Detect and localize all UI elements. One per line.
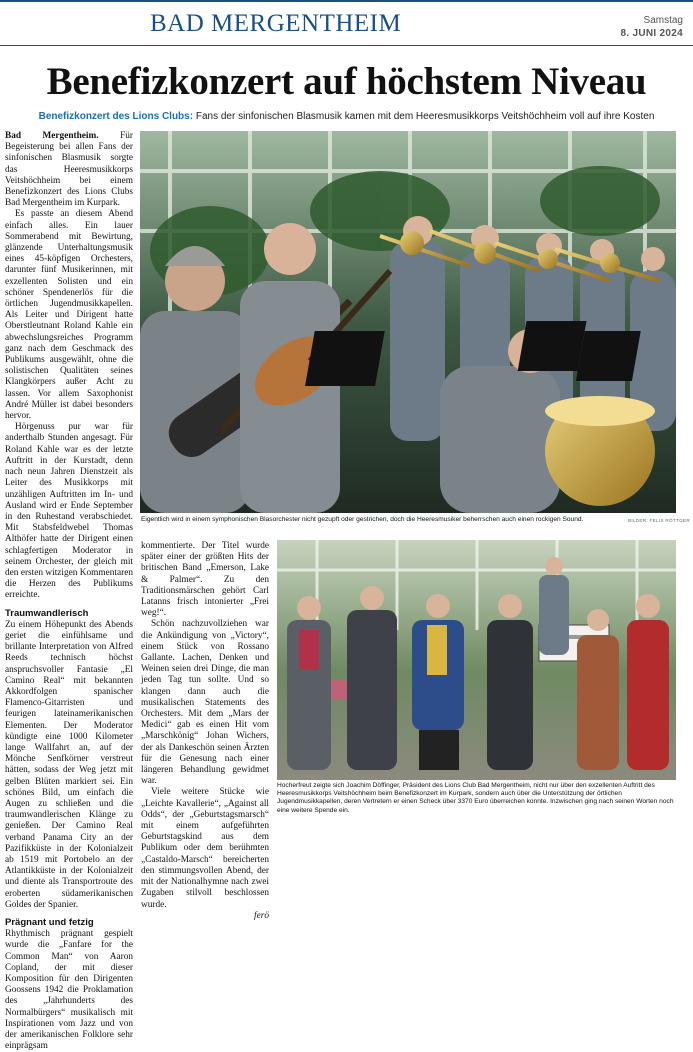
subhead-text: Fans der sinfonischen Blasmusik kamen mit dem Heeresmusikkorps Veitshöchheim voll auf ihre Kosten (195, 111, 655, 122)
issue-day: Samstag (643, 15, 683, 26)
paragraph-1: Bad Mergentheim. Für Begeisterung bei allen Fans der sinfonischen Blasmusik sorgte das Heeresmusikkorps Veitshöchheim bei einem Benefizkonzert des Lions Clubs Bad Mergentheim im Kurpark. (5, 131, 133, 209)
article-column-left (5, 131, 133, 1052)
subheading-traumwandlerisch: Traumwandlerisch (5, 607, 89, 619)
issue-date (620, 14, 683, 40)
concert-photo (140, 131, 676, 513)
article-subhead (0, 111, 693, 122)
article-headline: Benefizkonzert auf höchstem Niveau (46, 60, 647, 103)
issue-date-value: 8. JUNI 2024 (620, 28, 683, 39)
dateline: Bad Mergentheim. (5, 131, 99, 141)
paragraph-3: Hörgenuss pur war für anderthalb Stunden angesagt. Für Roland Kahle war es der letzte Auftritt in der Kurstadt, denn nach neun Jahren Dienstzeit als Leiter des Musikkorps mit unzähligen Auftritten im In- und Ausland wird er Ende September in den Ruhestand verabschiedet. Mit Stabsfeldwebel Thomas Althöfer hatte der Dirigent einen schlagfertigen Moderator in seinem Orchester, der gleich mit den ersten witzigen Kommentaren die Herzen des Publikums erreichte. (5, 422, 133, 601)
photo-credit: BILDER: FELIX RÖTTGER (628, 518, 690, 523)
concert-photo-caption: Eigentlich wird in einem symphonischen Blasorchester nicht gezupft oder gestrichen, doch die Heeresmusiker beherrschen auch einen rockigen Sound. (141, 516, 584, 523)
masthead (0, 0, 693, 46)
author-signature: ferö (254, 910, 269, 921)
cheque-handover-photo (277, 540, 676, 780)
cheque-photo-caption: Hocherfreut zeigte sich Joachim Döffinger, Präsident des Lions Club Bad Mergentheim, nicht nur über den exzellenten Auftritt des Heeresmusikkorps Veitshöchheim beim Benefizkonzert im Kurpark, sondern auch über die Unterstützung der örtlichen Jugendmusikkapellen, deren Vertretern er einen Scheck über 3370 Euro überreichen konnte. Inzwischen ging nach seinen Worten noch eine weitere Spende ein. (277, 782, 674, 814)
subhead-kicker: Benefizkonzert des Lions Clubs: (38, 111, 194, 122)
paragraph-2: Es passte an diesem Abend einfach alles. Ein lauer Sommerabend mit Bewirtung, glänzende Unterhaltungsmusik eines 45-köpfigen Orchesters, darunter fünf Musikerinnen, mit exzellenten Solisten und ein schöner Spendenerlös für die örtlichen Jugendmusikkapellen. Als Leiter und Dirigent hatte Oberstleutnant Roland Kahle ein abwechslungsreiches Programm ganz nach dem Geschmack des Publikums ausgewählt, ohne die solistischen Qualitäten seines Klangkörpers außer Acht zu lassen. Vor allem Saxophonist André Müller ist dabei besonders hervor. (5, 209, 133, 422)
subheading-praegnant: Prägnant und fetzig (5, 917, 94, 929)
paragraph-5: Rhythmisch prägnant gespielt wurde die „Fanfare for the Common Man“ von Aaron Copland, der mit dieser Komposition für den Dirigenten Goossens 1942 die Proklamation des „Jahrhunderts des Normalbürgers“ musikalisch mit Inspirationen vom Jazz und von der amerikanischen Folklore sehr einprägsam (5, 929, 133, 1052)
article-column-middle (141, 541, 269, 922)
paragraph-4: Zu einem Höhepunkt des Abends geriet die einfühlsame und brillante Interpretation von Alfred Reeds technisch höchst anspruchsvoller Fantasie „El Camino Real“ mit bekannten Akkordfolgen spanischer Flamenco-Gitarristen und feurigen lateinamerikanischen Elementen. Der Moderator kündigte eine 1000 Kilometer lange Wallfahrt an, auf der Mönche Senfkörner verstreut hätten, sodass der Weg jetzt mit gelben Blüten markiert sei. Ein schönes Bild, um einfach die Augen zu schließen und die traumwandlerischen Klänge zu genießen. Der Camino Real verband Panama City an der Pazifikküste in der Kolonialzeit ab 1519 mit Portobelo an der Atlantikküste in der Kolonialzeit und diente als Transportroute des eroberten südamerikanischen Goldes der Spanier. (5, 619, 133, 910)
section-title: BAD MERGENTHEIM (150, 10, 402, 37)
masthead-top-rule (0, 0, 693, 2)
paragraph-8: Viele weitere Stücke wie „Leichte Kavallerie“, „Against all Odds“, der „Geburtstagsmarsch“ mit einem aufgeführten Geburtstagskind aus dem Publikum oder dem berühmten „Castaldo-Marsch“ bereicherten den stimmungsvollen Abend, der mit der Nationalhymne nach zwei Zugaben stilvoll beschlossen wurde. (141, 787, 269, 910)
paragraph-7: Schön nachzuvollziehen war die Ankündigung von „Victory“, einem Stück von Rossano Gallante. Lachen, Denken und Weinen seien drei Dinge, die man jeden Tag tun sollte. Und so klangen dann auch die musikalischen Statements des Orchesters. Mit dem „Mars der Medici“ gab es einen Hit vom „Marschkönig“ Johan Wichers, der als Dankeschön seinen Ärzten für die Genesung nach einer längeren Behandlung gewidmet war. (141, 619, 269, 787)
paragraph-6: kommentierte. Der Titel wurde später einer der größten Hits der britischen Band „Emerson, Lake & Palmer“. Zu den Traditionsmärschen gehört Carl Latanns frisch intonierter „Frei weg!“. (141, 541, 269, 619)
